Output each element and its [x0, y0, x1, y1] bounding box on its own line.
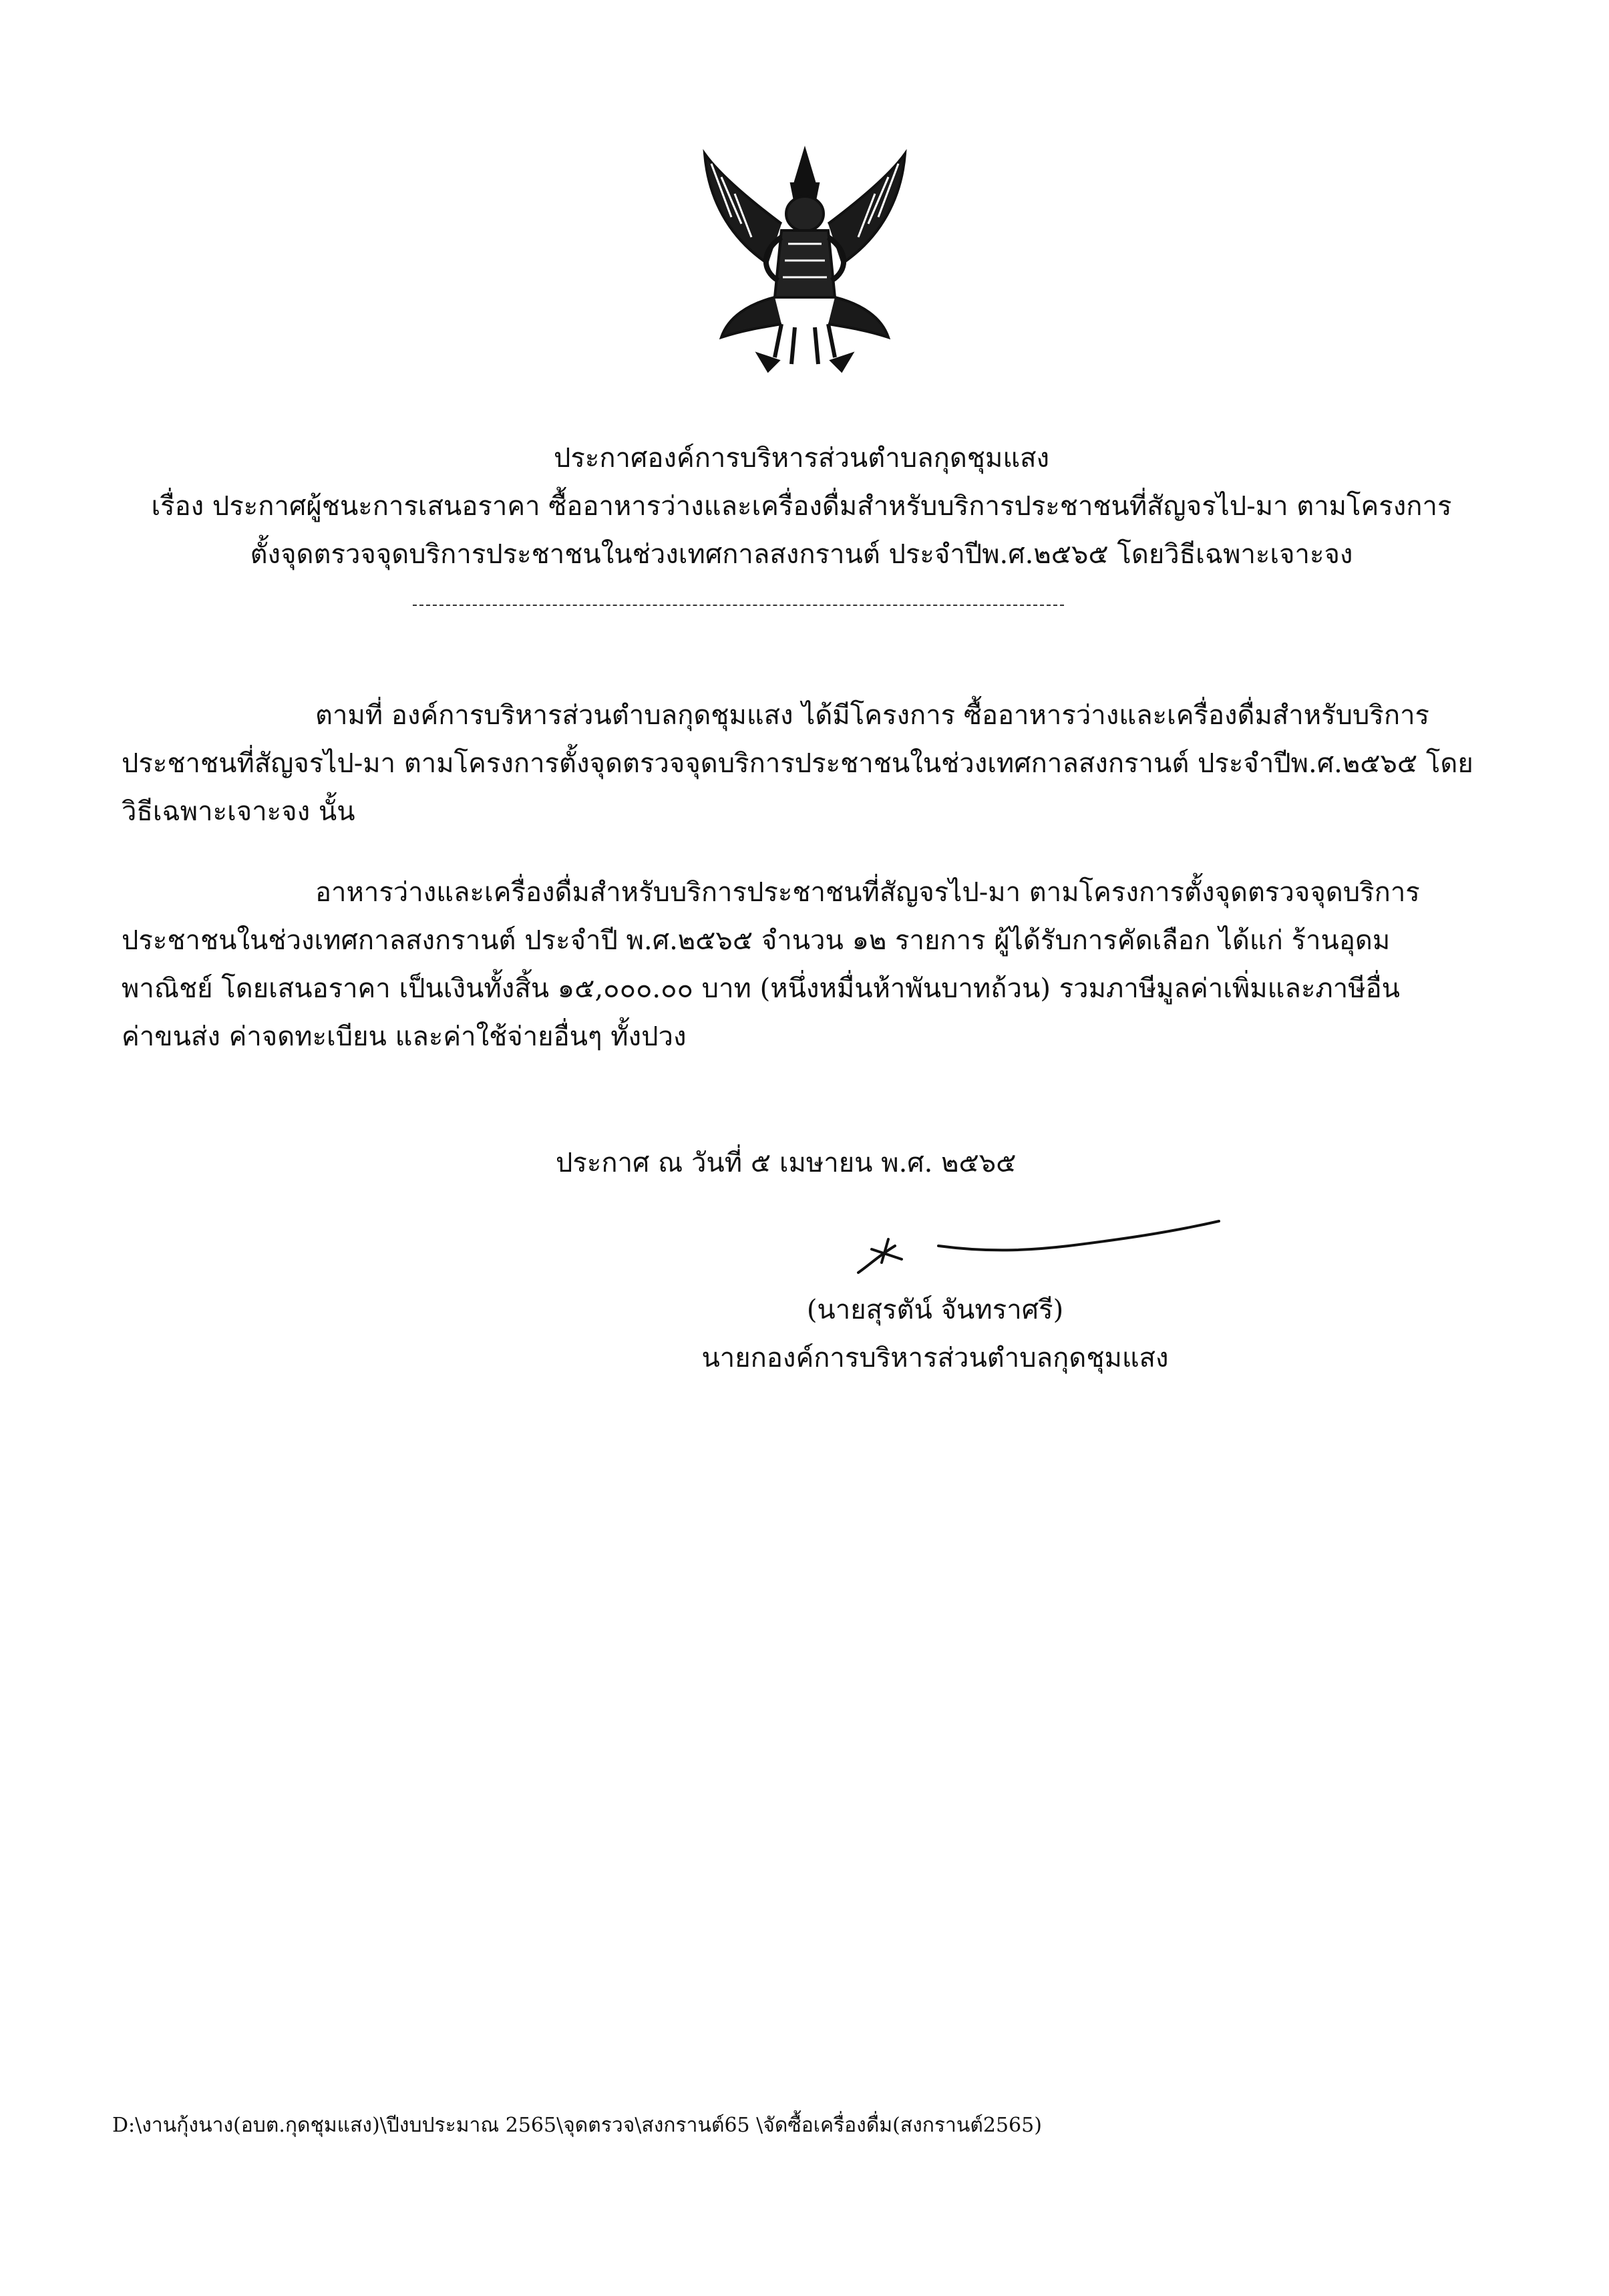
announcement-header [80, 434, 1523, 579]
paragraph-line: ตามที่ องค์การบริหารส่วนตำบลกุดชุมแสง ได้มีโครงการ ซื้ออาหารว่างและเครื่องดื่มสำหรับบริการ [315, 700, 1430, 731]
signer-name: (นายสุรตัน์ จันทราศรี) [806, 1295, 1064, 1325]
paragraph-line: ประชาชนที่สัญจรไป-มา ตามโครงการตั้งจุดตรวจจุดบริการประชาชนในช่วงเทศกาลสงกรานต์ ประจำปีพ.ศ.๒๕๖๕ โดย [122, 748, 1473, 779]
paragraph-line: อาหารว่างและเครื่องดื่มสำหรับบริการประชาชนที่สัญจรไป-มา ตามโครงการตั้งจุดตรวจจุดบริการ [315, 877, 1420, 908]
signer-block [675, 1286, 1196, 1382]
paragraph-line: วิธีเฉพาะเจาะจง นั้น [122, 796, 355, 827]
paragraph-line: พาณิชย์ โดยเสนอราคา เป็นเงินทั้งสิ้น ๑๕,๐๐๐.๐๐ บาท (หนึ่งหมื่นห้าพันบาทถ้วน) รวมภาษีมูลค่าเพิ่มและภาษีอื่น [122, 973, 1400, 1004]
signer-position: นายกองค์การบริหารส่วนตำบลกุดชุมแสง [701, 1343, 1169, 1373]
announcement-subject-line-2: ตั้งจุดตรวจจุดบริการประชาชนในช่วงเทศกาลสงกรานต์ ประจำปีพ.ศ.๒๕๖๕ โดยวิธีเฉพาะเจาะจง [250, 539, 1353, 570]
file-path-footer: D:\งานกุ้งนาง(อบต.กุดชุมแสง)\ปีงบประมาณ 2565\จุดตรวจ\สงกรานต์65 \จัดซื้อเครื่องดื่ม(สงกรานต์2565) [112, 2114, 1042, 2137]
header-divider [413, 605, 1064, 606]
announcement-title: ประกาศองค์การบริหารส่วนตำบลกุดชุมแสง [553, 443, 1050, 474]
paragraph-line: ค่าขนส่ง ค่าจดทะเบียน และค่าใช้จ่ายอื่นๆ ทั้งปวง [122, 1021, 687, 1052]
body-paragraph-2 [122, 868, 1505, 1061]
garuda-emblem-icon [695, 137, 915, 377]
body-paragraph-1 [122, 691, 1505, 836]
announcement-date: ประกาศ ณ วันที่ ๕ เมษายน พ.ศ. ๒๕๖๕ [556, 1148, 1017, 1178]
paragraph-line: ประชาชนในช่วงเทศกาลสงกรานต์ ประจำปี พ.ศ.๒๕๖๕ จำนวน ๑๒ รายการ ผู้ได้รับการคัดเลือก ได้แก่ ร้านอุดม [122, 925, 1391, 956]
announcement-subject-line-1: เรื่อง ประกาศผู้ชนะการเสนอราคา ซื้ออาหารว่างและเครื่องดื่มสำหรับบริการประชาชนที่สัญจรไป-มา ตามโครงการ [151, 491, 1452, 522]
handwritten-signature [855, 1209, 1229, 1283]
